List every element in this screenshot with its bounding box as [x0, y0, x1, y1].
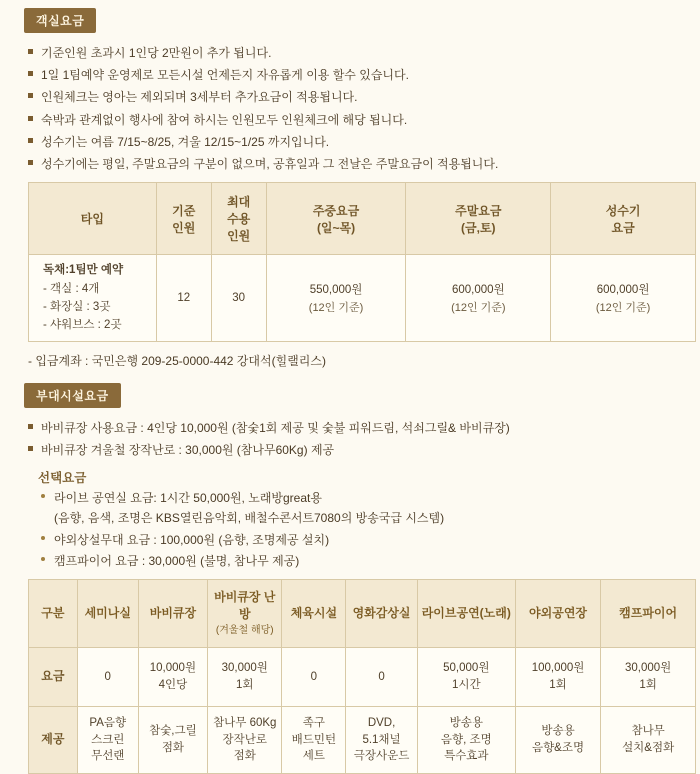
- cell-provide-bbq: 참숯,그릴 점화: [138, 707, 207, 774]
- bullet-square-icon: [28, 424, 33, 429]
- room-section-header: [24, 8, 686, 41]
- list-item: [28, 532, 686, 548]
- col-header-bbq-heating: 바비큐장 난방 (겨울철 해당): [208, 579, 282, 647]
- room-price-table: [28, 182, 696, 342]
- list-item: [28, 156, 686, 172]
- bullet-square-icon: [28, 116, 33, 121]
- bullet-square-icon: [28, 49, 33, 54]
- bullet-dot-icon: [41, 494, 45, 498]
- facility-note-text: 바비큐장 사용요금 : 4인당 10,000원 (참숯1회 제공 및 숯불 피워드림, 석쇠그릴& 바비큐장): [41, 420, 510, 435]
- col-header-campfire: 캠프파이어: [601, 579, 696, 647]
- cell-price-bbq-heating: 30,000원 1회: [208, 648, 282, 707]
- table-header-row: [29, 579, 696, 647]
- room-type-line: - 샤워브스 : 2곳: [43, 319, 122, 332]
- room-note-text: 1일 1팀예약 운영제로 모든시설 언제든지 자유롭게 이용 할수 있습니다.: [41, 68, 409, 83]
- list-item: [28, 490, 686, 506]
- col-header-peak: 성수기 요금: [551, 183, 696, 255]
- list-item: [28, 442, 686, 458]
- col-header-sports: 체육시설: [282, 579, 346, 647]
- list-item: [28, 553, 686, 569]
- cell-peak-price: 600,000원 (12인 기준): [551, 255, 696, 342]
- cell-provide-live: 방송용 음향, 조명 특수효과: [417, 707, 515, 774]
- cell-weekday-price: 550,000원 (12인 기준): [266, 255, 406, 342]
- room-type-line: - 객실 : 4개: [43, 282, 100, 295]
- facility-option-subnote: (음향, 음색, 조명은 KBS열린음악회, 배철수콘서트7080의 방송국급 시스템): [54, 511, 445, 526]
- col-header-bbq: 바비큐장: [138, 579, 207, 647]
- cell-price-live: 50,000원 1시간: [417, 648, 515, 707]
- bank-account-info: - 입금계좌 : 국민은행 209-25-0000-442 강대석(힐랠리스): [28, 353, 326, 368]
- row-header-price: 요금: [29, 648, 78, 707]
- bullet-square-icon: [28, 71, 33, 76]
- cell-provide-movie: DVD, 5.1채널 극장사운드: [346, 707, 417, 774]
- bullet-dot-icon: [41, 536, 45, 540]
- col-header-division: 구분: [29, 579, 78, 647]
- cell-provide-outdoor-stage: 방송용 음향&조명: [515, 707, 601, 774]
- room-notes-list: [14, 45, 686, 172]
- option-price-title: 선택요금: [38, 471, 87, 486]
- col-header-weekday: 주중요금 (일~목): [266, 183, 406, 255]
- room-note-text: 성수기에는 평일, 주말요금의 구분이 없으며, 공휴일과 그 전날은 주말요금이 적용됩니다.: [41, 156, 499, 171]
- room-section-badge: 객실요금: [24, 8, 96, 33]
- cell-provide-campfire: 참나무 설치&점화: [601, 707, 696, 774]
- list-item: [28, 89, 686, 105]
- cell-price-seminar: 0: [77, 648, 138, 707]
- facility-price-table: [28, 579, 696, 774]
- bullet-square-icon: [28, 160, 33, 165]
- cell-provide-sports: 족구 배드민턴 세트: [282, 707, 346, 774]
- table-row: [29, 707, 696, 774]
- room-note-text: 인원체크는 영아는 제외되며 3세부터 추가요금이 적용됩니다.: [41, 90, 358, 105]
- cell-price-movie: 0: [346, 648, 417, 707]
- facility-option-text: 캠프파이어 요금 : 30,000원 (불명, 참나무 제공): [54, 553, 300, 568]
- room-note-text: 성수기는 여름 7/15~8/25, 겨울 12/15~1/25 까지입니다.: [41, 134, 330, 149]
- bullet-square-icon: [28, 93, 33, 98]
- facility-options-list: [14, 490, 686, 569]
- room-type-line: - 화장실 : 3곳: [43, 300, 111, 313]
- cell-weekend-price: 600,000원 (12인 기준): [406, 255, 551, 342]
- col-header-outdoor-stage: 야외공연장: [515, 579, 601, 647]
- cell-provide-bbq-heating: 참나무 60Kg 장작난로 점화: [208, 707, 282, 774]
- table-row: [29, 648, 696, 707]
- facility-notes-list: [14, 420, 686, 458]
- facility-option-text: 라이브 공연실 요금: 1시간 50,000원, 노래방great용: [54, 491, 322, 506]
- list-item: [28, 45, 686, 61]
- room-note-text: 기준인원 초과시 1인당 2만원이 추가 됩니다.: [41, 46, 272, 60]
- list-item: [28, 134, 686, 150]
- col-header-movie: 영화감상실: [346, 579, 417, 647]
- bullet-square-icon: [28, 446, 33, 451]
- cell-provide-seminar: PA음향 스크린 무선랜: [77, 707, 138, 774]
- facility-section-badge: 부대시설요금: [24, 383, 121, 408]
- cell-max-people: 30: [211, 255, 266, 342]
- list-item: [28, 420, 686, 436]
- cell-price-bbq: 10,000원 4인당: [138, 648, 207, 707]
- facility-section-header: [24, 383, 686, 416]
- bullet-dot-icon: [41, 557, 45, 561]
- col-header-live: 라이브공연(노래): [417, 579, 515, 647]
- col-header-base-people: 기준 인원: [156, 183, 211, 255]
- col-header-seminar: 세미나실: [77, 579, 138, 647]
- cell-price-outdoor-stage: 100,000원 1회: [515, 648, 601, 707]
- facility-option-text: 야외상설무대 요금 : 100,000원 (음향, 조명제공 설치): [54, 533, 330, 548]
- list-item: [28, 67, 686, 83]
- table-row: [29, 255, 696, 342]
- cell-price-sports: 0: [282, 648, 346, 707]
- cell-room-type: [29, 255, 157, 342]
- cell-price-campfire: 30,000원 1회: [601, 648, 696, 707]
- room-note-text: 숙박과 관계없이 행사에 참여 하시는 인원모두 인원체크에 해당 됩니다.: [41, 112, 408, 127]
- list-item: [28, 112, 686, 128]
- row-header-provide: 제공: [29, 707, 78, 774]
- col-header-type: 타입: [29, 183, 157, 255]
- bullet-square-icon: [28, 138, 33, 143]
- table-header-row: [29, 183, 696, 255]
- facility-note-text: 바비큐장 겨울철 장작난로 : 30,000원 (참나무60Kg) 제공: [41, 442, 335, 457]
- col-header-weekend: 주말요금 (금,토): [406, 183, 551, 255]
- cell-base-people: 12: [156, 255, 211, 342]
- room-type-title: 독채:1팀만 예약: [43, 264, 124, 277]
- col-header-max-people: 최대 수용 인원: [211, 183, 266, 255]
